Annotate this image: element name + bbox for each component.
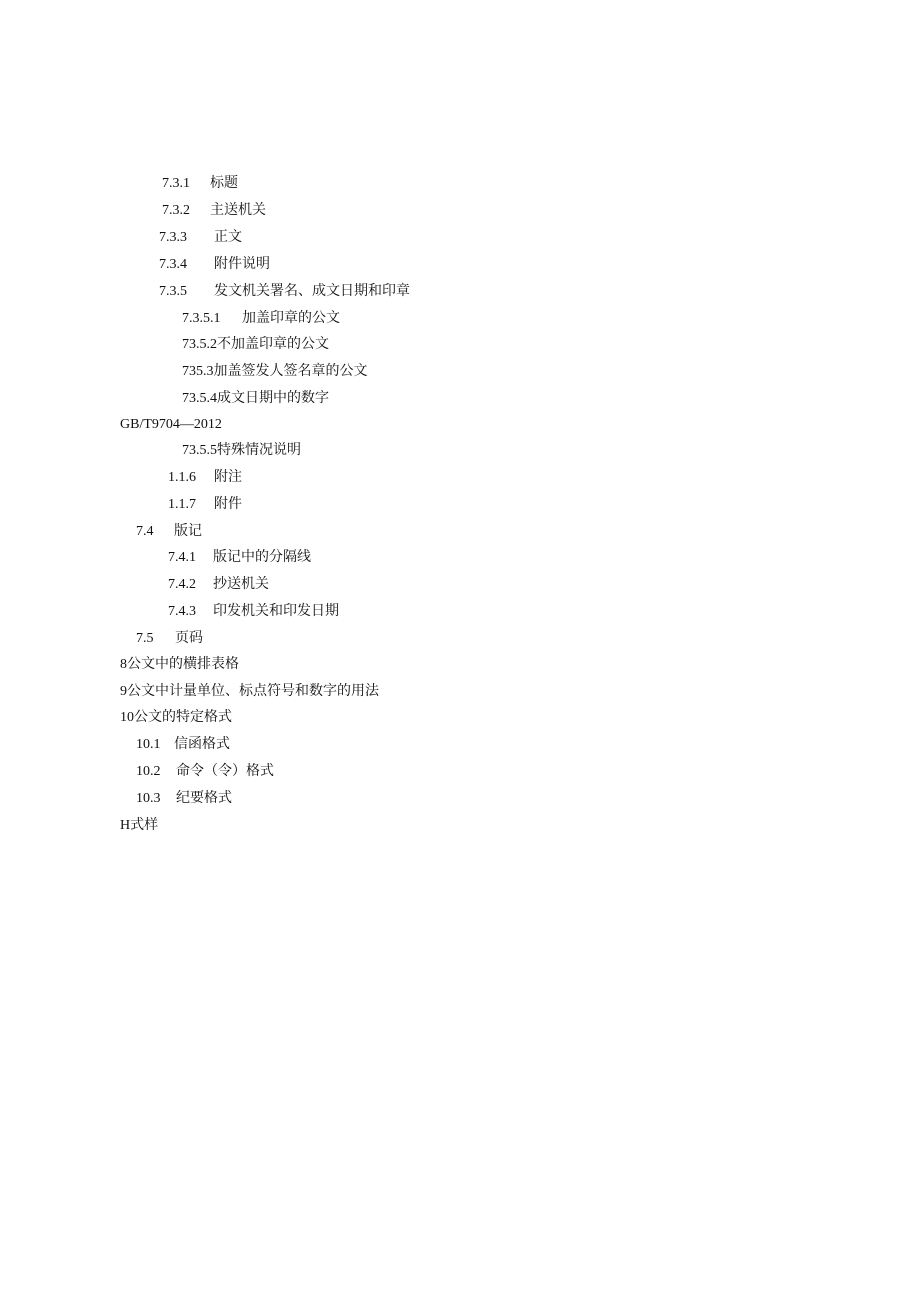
toc-entry-1-1-6 (168, 467, 242, 487)
toc-title: 加盖印章的公文 (242, 310, 340, 326)
toc-entry-73-5-5 (182, 440, 301, 460)
toc-entry-10-3 (136, 788, 232, 808)
toc-entry-7-4-3 (168, 601, 339, 621)
standard-code-line (120, 414, 222, 434)
toc-number: 1.1.7 (168, 497, 196, 512)
toc-entry-7-5 (136, 628, 203, 648)
toc-title: 特殊情况说明 (217, 442, 301, 458)
toc-title: 发文机关署名、成文日期和印章 (214, 283, 410, 299)
toc-title: 附件说明 (214, 256, 270, 272)
toc-number: 7.4.3 (168, 604, 196, 619)
toc-entry-7-3-5 (159, 281, 410, 301)
toc-entry-73-5-4 (182, 388, 329, 408)
toc-title: 命令（令）格式 (176, 763, 274, 779)
toc-number: 7.3.5.1 (182, 311, 221, 326)
toc-number: 10.3 (136, 791, 161, 806)
toc-number: 8 (120, 657, 127, 672)
toc-title: 主送机关 (210, 202, 266, 218)
toc-title: 页码 (175, 630, 203, 646)
toc-title: 公文的特定格式 (134, 709, 232, 725)
toc-entry-10-2 (136, 761, 274, 781)
toc-entry-7-3-5-1 (182, 308, 340, 328)
toc-title: 成文日期中的数字 (217, 390, 329, 406)
toc-number: 10.2 (136, 764, 161, 779)
toc-entry-7-3-2 (162, 200, 266, 220)
toc-number: 10 (120, 710, 134, 725)
toc-title: 抄送机关 (213, 576, 269, 592)
toc-number: 1.1.6 (168, 470, 196, 485)
toc-number: 7.3.5 (159, 284, 187, 299)
toc-title: 版记中的分隔线 (213, 549, 311, 565)
toc-title: 印发机关和印发日期 (213, 603, 339, 619)
toc-number: 7.4.1 (168, 550, 196, 565)
toc-title: 信函格式 (174, 736, 230, 752)
toc-title: 不加盖印章的公文 (217, 336, 329, 352)
toc-entry-1-1-7 (168, 494, 242, 514)
toc-entry-735-3 (182, 361, 368, 381)
toc-number: 7.4.2 (168, 577, 196, 592)
toc-title: 版记 (174, 523, 202, 539)
toc-title: 纪要格式 (176, 790, 232, 806)
toc-title: 标题 (210, 175, 238, 191)
toc-title: 附件 (214, 496, 242, 512)
toc-entry-10 (120, 707, 232, 727)
toc-title: 公文中的横排表格 (127, 656, 239, 672)
toc-number: 73.5.4 (182, 391, 217, 406)
toc-number: 735.3 (182, 364, 214, 379)
toc-title: 式样 (130, 817, 159, 833)
toc-entry-7-3-3 (159, 227, 242, 247)
toc-number: 7.5 (136, 631, 154, 646)
toc-title: 正文 (214, 229, 242, 245)
toc-entry-h (120, 815, 158, 835)
toc-entry-7-4-2 (168, 574, 269, 594)
toc-number: 73.5.5 (182, 443, 217, 458)
toc-number: 9 (120, 684, 127, 699)
toc-title: 附注 (214, 469, 242, 485)
toc-number: 7.3.4 (159, 257, 187, 272)
toc-number: 7.4 (136, 524, 154, 539)
toc-number: H (120, 818, 131, 833)
toc-entry-9 (120, 681, 379, 701)
toc-number: 10.1 (136, 737, 161, 752)
toc-entry-7-4 (136, 521, 202, 541)
toc-number: 7.3.2 (162, 203, 190, 218)
toc-entry-7-4-1 (168, 547, 311, 567)
toc-number: 7.3.1 (162, 176, 190, 191)
toc-title: 加盖签发人签名章的公文 (213, 363, 368, 379)
toc-number: 7.3.3 (159, 230, 187, 245)
toc-entry-8 (120, 654, 239, 674)
toc-entry-7-3-4 (159, 254, 270, 274)
toc-title: 公文中计量单位、标点符号和数字的用法 (127, 683, 379, 699)
toc-number: 73.5.2 (182, 337, 217, 352)
standard-code: GB/T9704—2012 (120, 417, 222, 432)
toc-entry-73-5-2 (182, 334, 329, 354)
toc-entry-7-3-1 (162, 173, 238, 193)
toc-entry-10-1 (136, 734, 230, 754)
